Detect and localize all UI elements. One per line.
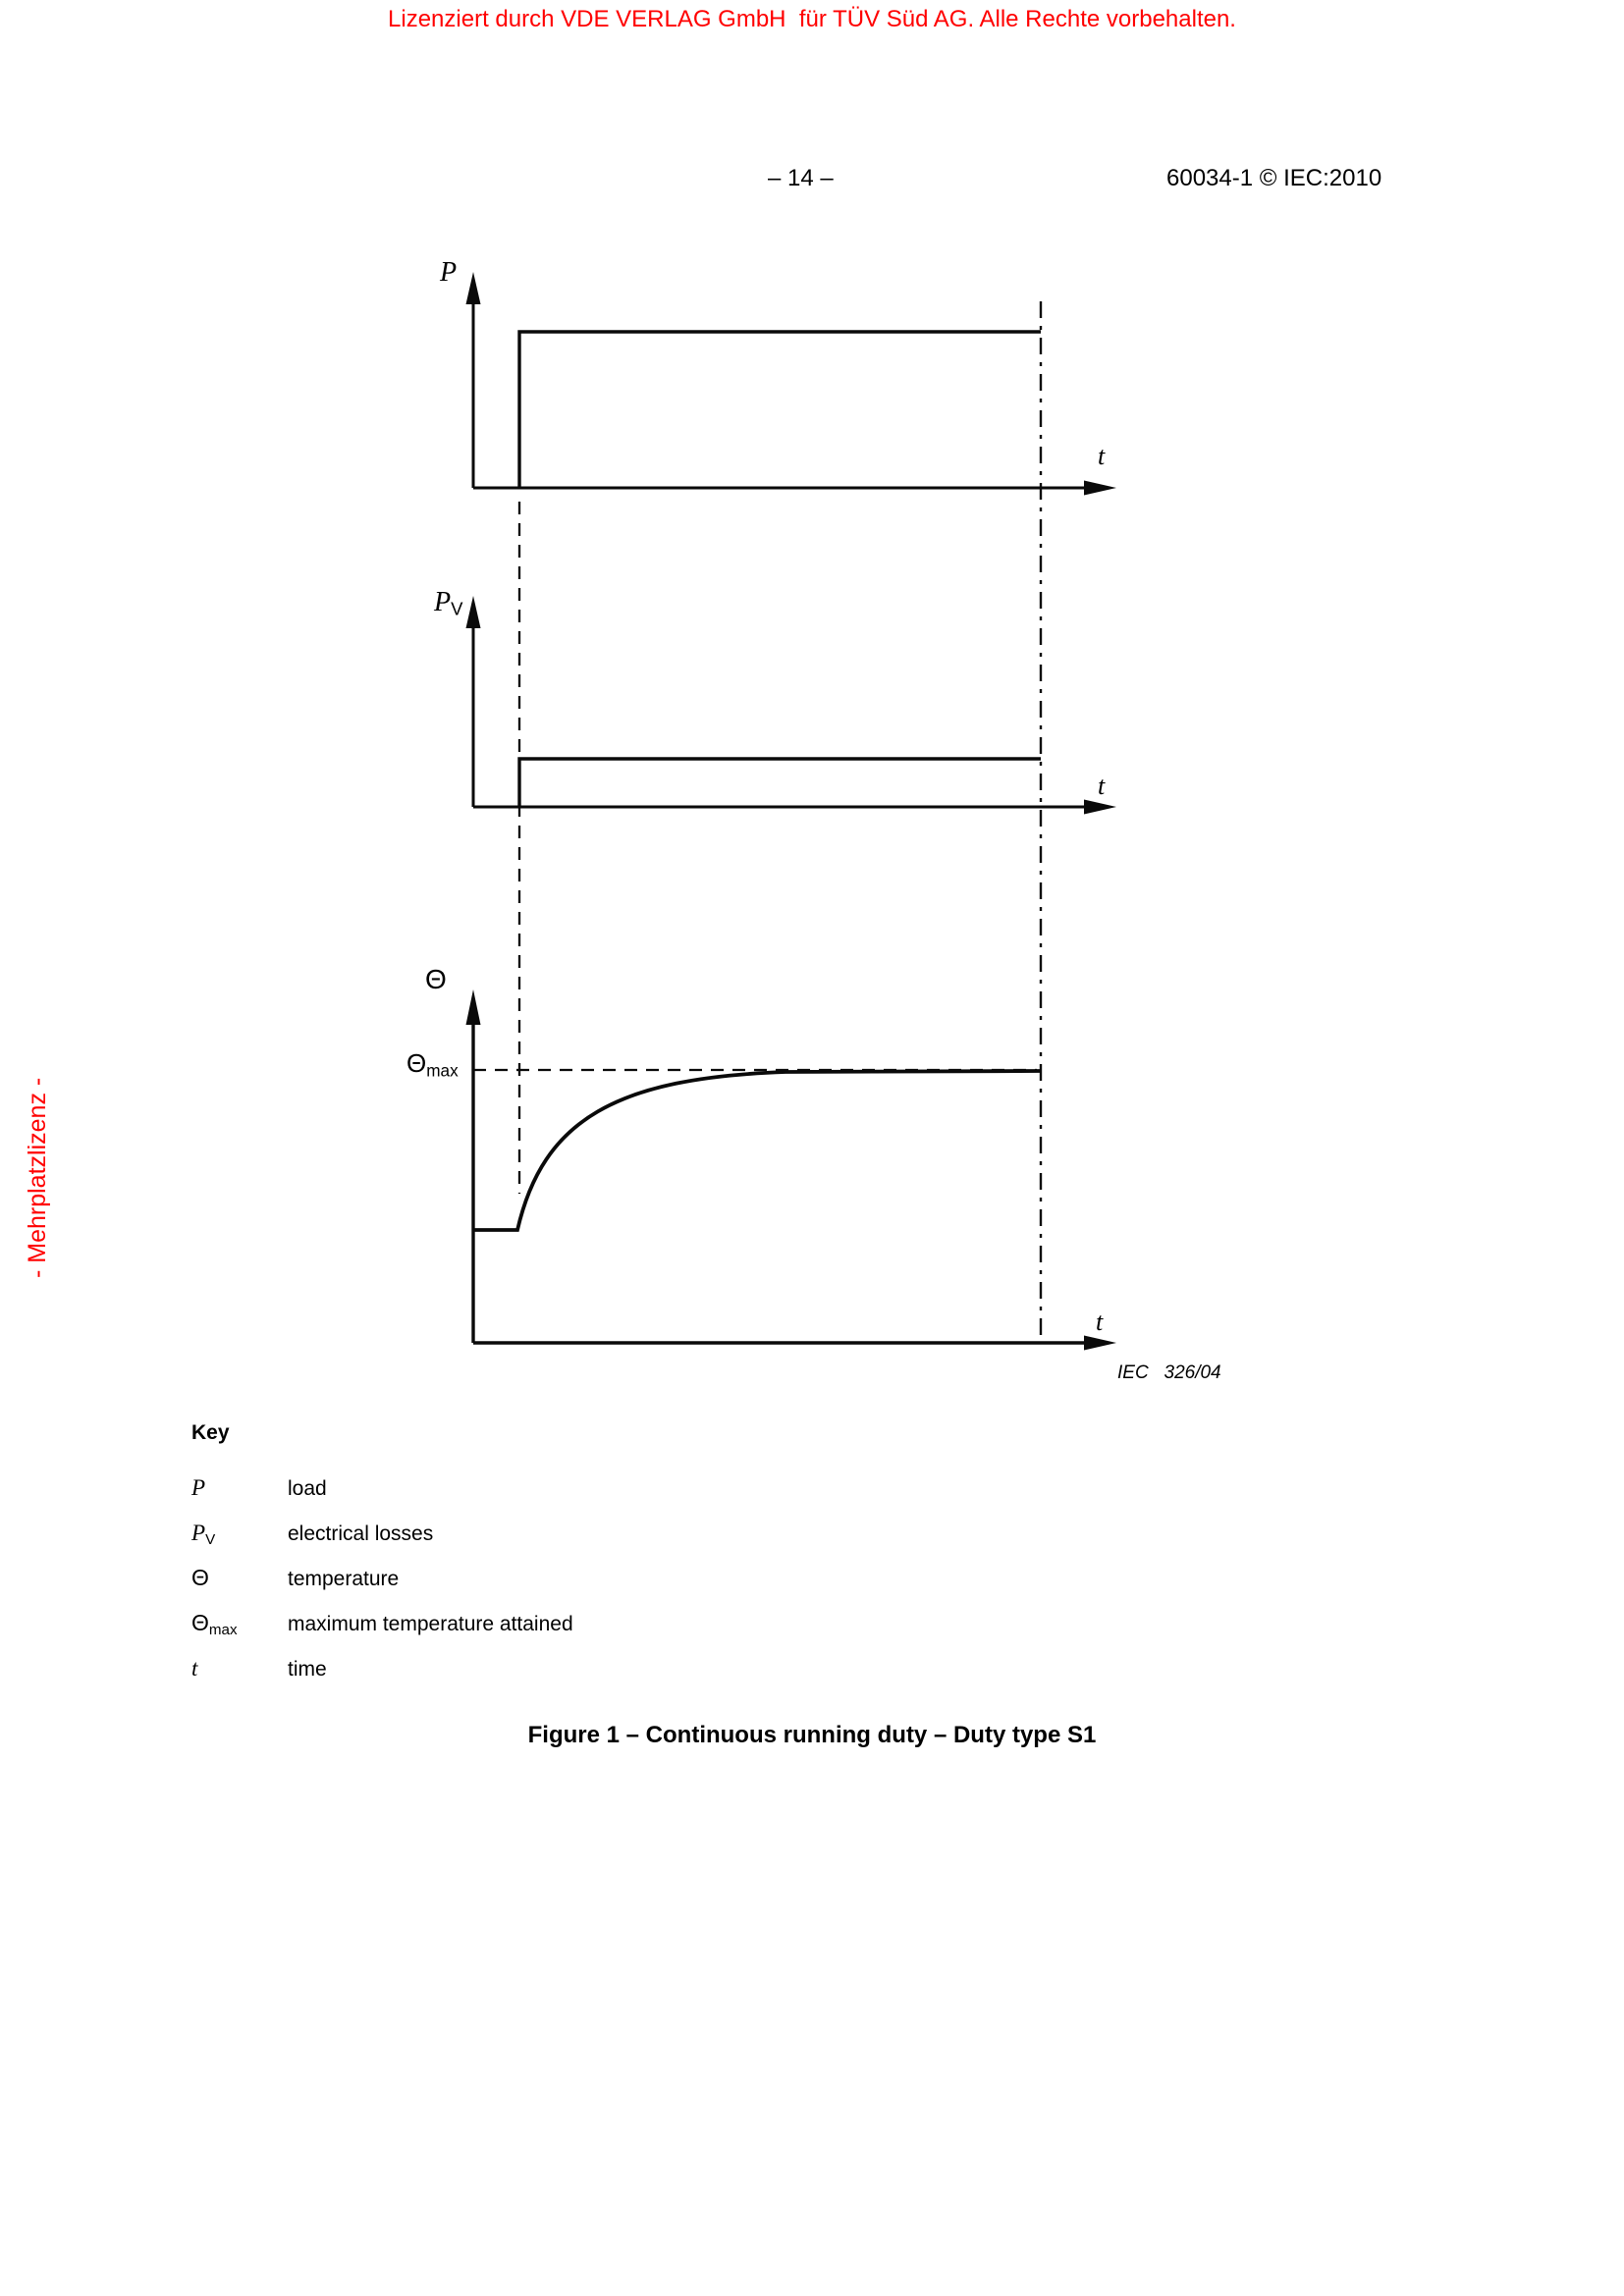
key-description: electrical losses <box>288 1522 434 1545</box>
key-heading: Key <box>191 1421 230 1444</box>
key-symbol: t <box>191 1656 198 1681</box>
key-row <box>191 1474 573 1520</box>
key-symbol: $P_V$ <box>191 1521 216 1548</box>
key-description: temperature <box>288 1568 400 1590</box>
iec-source-note: IEC 326/04 <box>1117 1362 1221 1383</box>
figure-caption: Figure 1 – Continuous running duty – Duty type S1 <box>527 1722 1097 1748</box>
key-symbol: $\Theta_{max}$ <box>191 1610 238 1638</box>
p-axis-label: P <box>440 257 458 288</box>
key-block <box>191 1421 573 1700</box>
t-axis-label-temperature: t <box>1096 1308 1104 1336</box>
t-axis-label-losses: t <box>1098 772 1106 800</box>
key-row <box>191 1565 573 1610</box>
key-row <box>191 1655 573 1700</box>
temperature-curve <box>473 1071 1041 1230</box>
load-step-line <box>519 332 1041 488</box>
page-number: – 14 – <box>768 165 834 191</box>
plot-load <box>466 272 1117 496</box>
key-description: time <box>288 1658 327 1681</box>
key-symbol: Θ <box>191 1565 209 1590</box>
key-row <box>191 1610 573 1655</box>
license-notice: Lizenziert durch VDE VERLAG GmbH für TÜV Süd AG. Alle Rechte vorbehalten. <box>388 6 1236 32</box>
key-row <box>191 1520 573 1565</box>
losses-step-line <box>519 759 1041 807</box>
theta-max-label: $\Theta_{max}$ <box>406 1048 459 1081</box>
t-axis-label-load: t <box>1098 442 1106 470</box>
key-description: load <box>288 1477 327 1500</box>
plot-temperature <box>466 989 1117 1351</box>
key-description: maximum temperature attained <box>288 1613 573 1635</box>
watermark-vertical-text: - Mehrplatzlizenz - <box>24 1077 51 1278</box>
document-reference: 60034-1 © IEC:2010 <box>1166 165 1382 191</box>
plot-losses <box>466 596 1117 815</box>
key-symbol: P <box>191 1475 206 1500</box>
theta-axis-label: Θ <box>425 964 447 994</box>
pv-axis-label: $P_V$ <box>434 587 463 619</box>
